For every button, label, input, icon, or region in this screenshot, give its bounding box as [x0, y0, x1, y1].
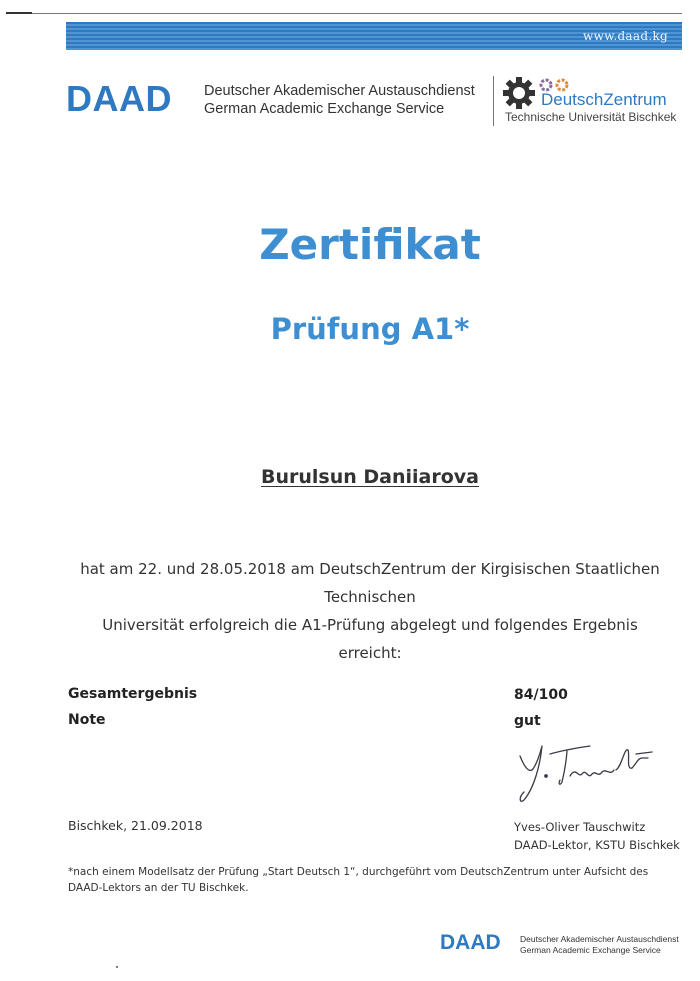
statement-line-1: hat am 22. und 28.05.2018 am DeutschZentrum der Kirgisischen Staatlichen Technischen — [80, 560, 660, 606]
footnote: *nach einem Modellsatz der Prüfung „Start Deutsch 1“, durchgeführt vom DeutschZentrum unter Aufsicht des DAAD-Lektors an der TU Bischkek. — [68, 866, 649, 894]
certificate-statement — [70, 555, 670, 667]
footer-daad-logo: DAAD — [440, 931, 501, 954]
place-and-date: Bischkek, 21.09.2018 — [68, 818, 203, 833]
gear-icon-large — [503, 77, 535, 109]
grade-value: gut — [514, 713, 541, 729]
footer-org-name-en: German Academic Exchange Service — [520, 945, 661, 955]
footer-org-name-de: Deutscher Akademischer Austauschdienst — [520, 934, 679, 944]
statement-line-2: Universität erfolgreich die A1-Prüfung abgelegt und folgendes Ergebnis erreicht: — [102, 616, 638, 662]
daad-org-name-de: Deutscher Akademischer Austauschdienst — [204, 83, 475, 99]
deutschzentrum-name: DeutschZentrum — [541, 90, 667, 109]
signer-title: DAAD-Lektor, KSTU Bischkek — [514, 838, 680, 852]
recipient-name: Burulsun Daniiarova — [261, 466, 479, 488]
scan-mark — [6, 12, 32, 14]
exam-title: Prüfung A1* — [270, 312, 470, 346]
header-banner — [66, 22, 682, 50]
banner-url: www.daad.kg — [583, 29, 668, 43]
grade-label: Note — [68, 712, 106, 728]
scan-speck — [116, 966, 118, 968]
gear-icon-orange — [557, 80, 567, 90]
daad-org-name-en: German Academic Exchange Service — [204, 101, 445, 117]
top-rule — [32, 13, 682, 14]
handwritten-signature — [512, 736, 662, 806]
signer-name: Yves-Oliver Tauschwitz — [514, 820, 646, 834]
total-result-label: Gesamtergebnis — [68, 686, 198, 702]
footer-org-name — [520, 934, 679, 956]
certificate-title: Zertifikat — [259, 220, 481, 269]
header-divider — [493, 76, 494, 126]
daad-org-name — [204, 82, 475, 118]
gear-icon-purple — [541, 80, 551, 90]
deutschzentrum-subtitle: Technische Universität Bischkek — [505, 110, 677, 124]
daad-logo: DAAD — [66, 78, 172, 119]
total-result-value: 84/100 — [514, 687, 568, 703]
recipient-name-wrap — [0, 466, 700, 488]
